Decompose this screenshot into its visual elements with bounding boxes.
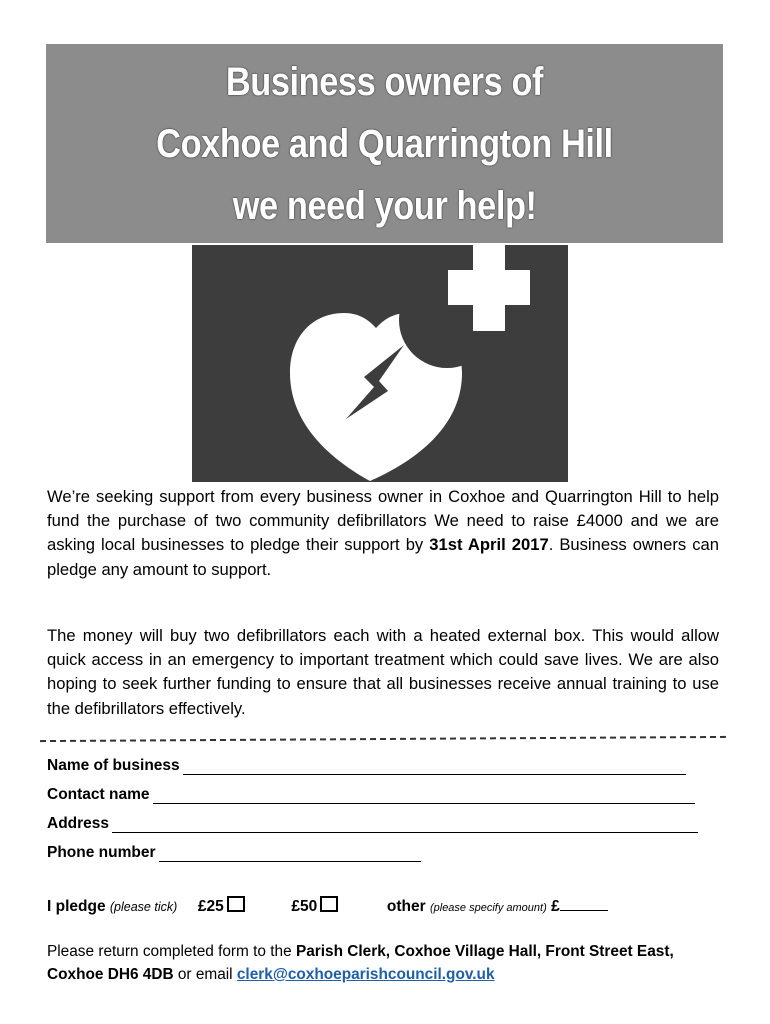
- return-instructions: [47, 940, 727, 986]
- return-address: Parish Clerk, Coxhoe Village Hall, Front Street East, Coxhoe DH6 4DB: [47, 943, 674, 983]
- return-text: Please return completed form to the: [47, 943, 296, 960]
- pledge-label: I pledge: [47, 898, 106, 915]
- pledge-row: [47, 896, 608, 916]
- pledge-50-checkbox[interactable]: [320, 896, 338, 912]
- other-label: other: [386, 898, 426, 915]
- cut-line: [40, 736, 726, 742]
- address-label: Address: [47, 815, 110, 832]
- pledge-50-label: £50: [291, 898, 318, 915]
- phone-number-input[interactable]: [159, 847, 421, 862]
- phone-number-field: [47, 844, 421, 862]
- intro-paragraph: [47, 485, 719, 582]
- currency-symbol: £: [551, 898, 560, 915]
- headline-line-3: we need your help!: [232, 183, 537, 228]
- contact-name-field: [47, 786, 695, 804]
- pledge-hint: (please tick): [109, 900, 178, 914]
- pledge-25-checkbox[interactable]: [227, 896, 245, 912]
- headline-line-2: Coxhoe and Quarrington Hill: [156, 121, 613, 166]
- address-field: [47, 815, 698, 833]
- defibrillator-logo: [192, 245, 568, 482]
- headline-banner: [46, 44, 723, 243]
- return-or-email: or email: [173, 966, 237, 983]
- business-name-label: Name of business: [47, 757, 180, 774]
- other-hint: (please specify amount): [429, 902, 547, 914]
- details-paragraph: The money will buy two defibrillators each with a heated external box. This would allow quick access in an emergency to important treatment which could save lives. We are also hoping to seek further funding to ensure that all businesses receive annual training to use the defibrillators effectively.: [47, 626, 719, 718]
- defibrillator-heart-icon: [192, 245, 568, 482]
- email-link[interactable]: clerk@coxhoeparishcouncil.gov.uk: [236, 966, 495, 983]
- business-name-input[interactable]: [183, 760, 686, 775]
- intro-text: We’re seeking support from every business owner in Coxhoe and Quarrington Hill to help fund the purchase of two community defibrillators We need to raise £4000 and we are asking local businesses to pledge their support by: [47, 487, 719, 555]
- other-amount-input[interactable]: [560, 897, 608, 911]
- pledge-25-label: £25: [197, 898, 224, 915]
- business-name-field: [47, 757, 686, 775]
- address-input[interactable]: [112, 818, 698, 833]
- headline-line-1: Business owners of: [225, 59, 544, 104]
- contact-name-label: Contact name: [47, 786, 150, 803]
- contact-name-input[interactable]: [153, 789, 695, 804]
- phone-number-label: Phone number: [47, 844, 156, 861]
- deadline-date: 31st April 2017: [429, 535, 549, 555]
- intro-text-end: . Business owners can pledge any amount to support.: [47, 535, 720, 579]
